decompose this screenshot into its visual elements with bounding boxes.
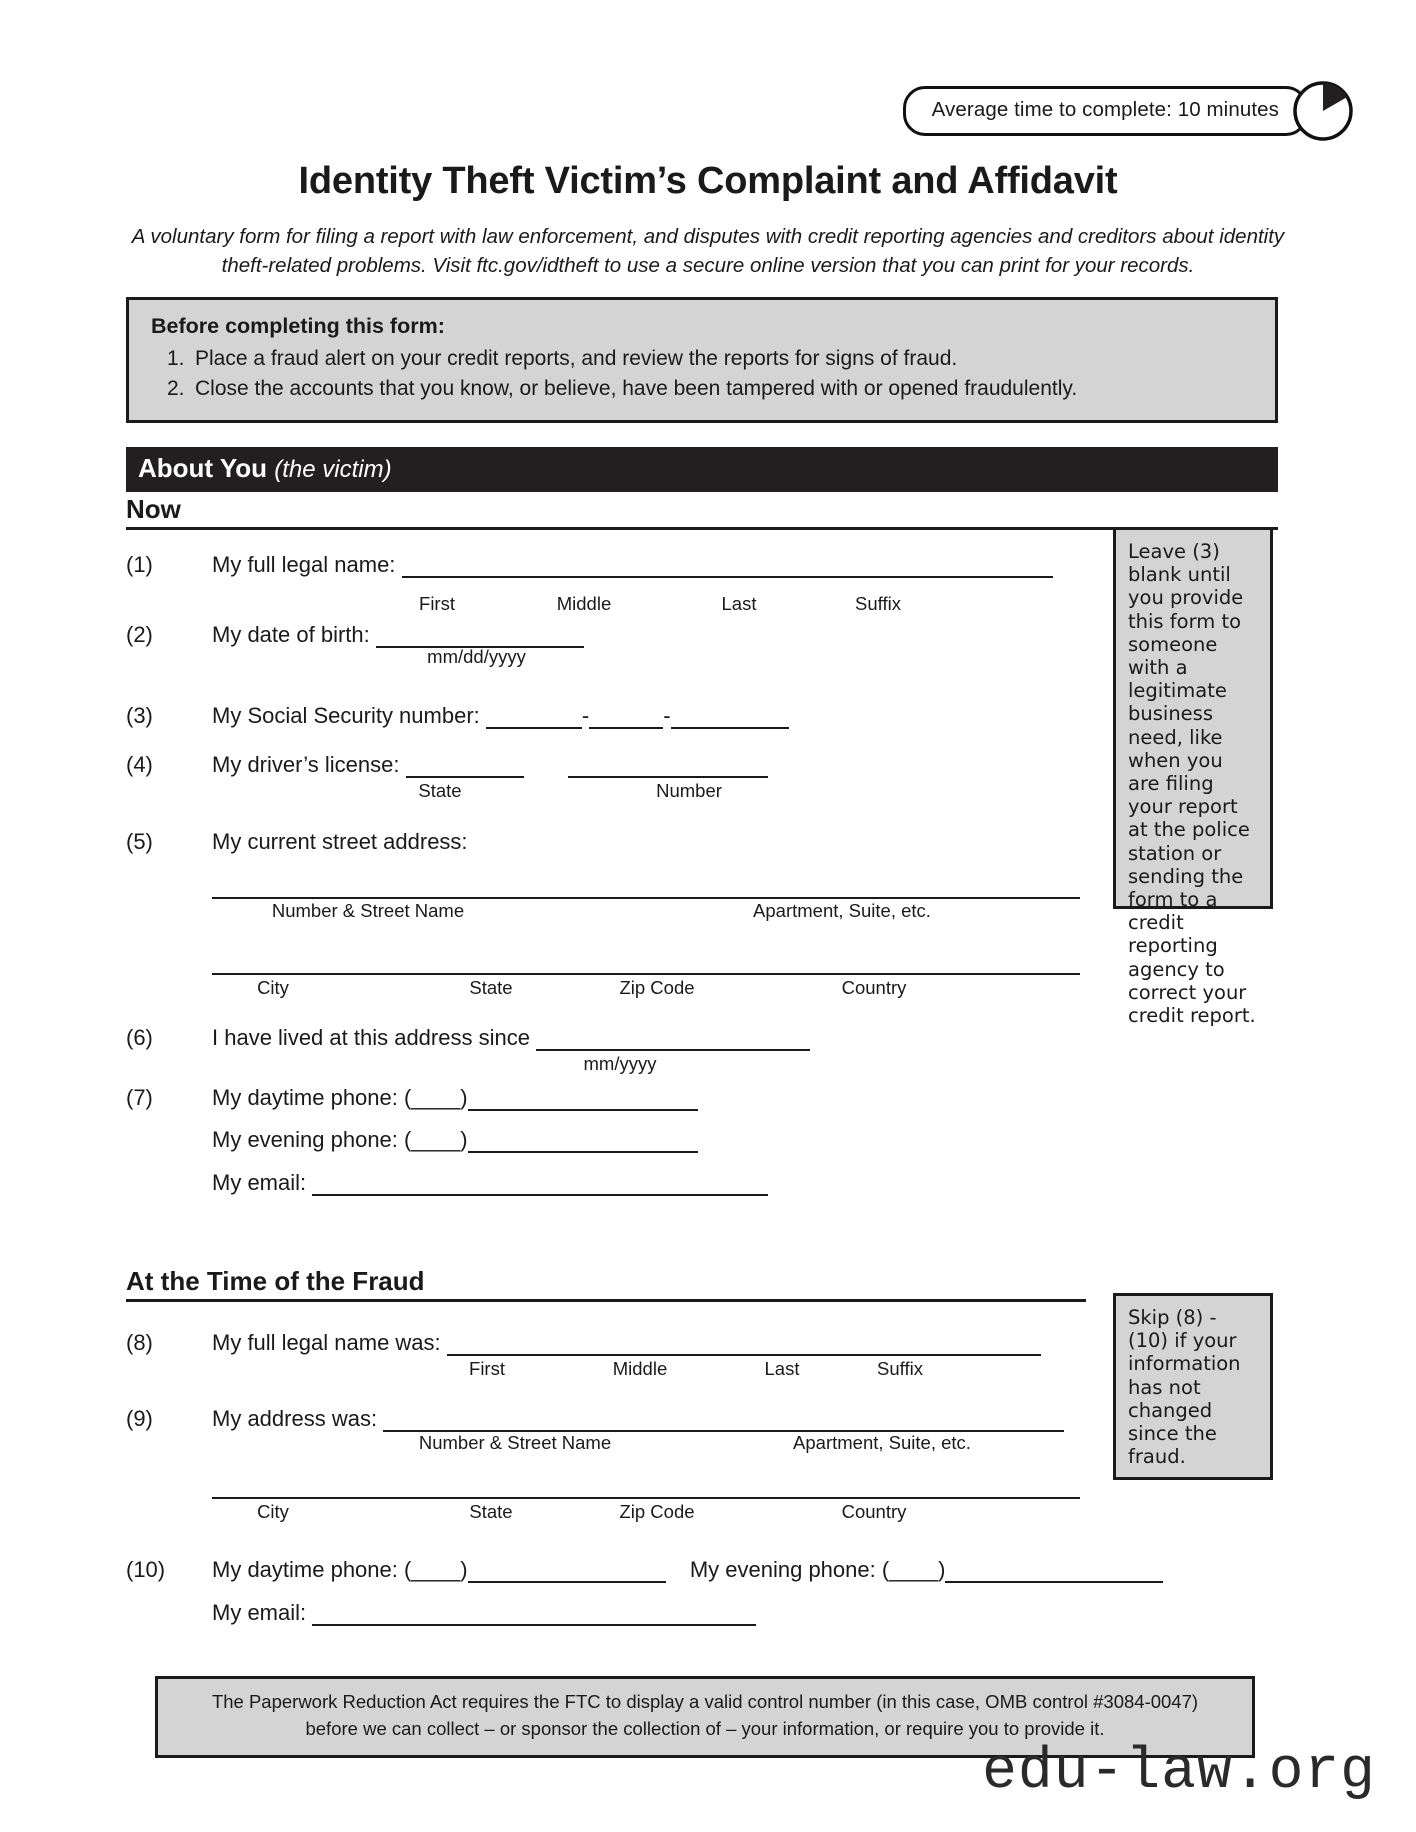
field-number-4: (4) — [126, 752, 153, 777]
before-box-title: Before completing this form: — [151, 314, 445, 338]
field-input-former-daytime-phone[interactable] — [468, 1560, 666, 1583]
section-header-title: About You — [138, 453, 268, 483]
caption-mm-dd-yyyy: mm/dd/yyyy — [427, 646, 526, 667]
field-number-2: (2) — [126, 622, 153, 647]
caption-country: Country — [841, 1501, 907, 1522]
field-label-9: My address was: — [212, 1406, 378, 1431]
caption-state: State — [469, 1501, 513, 1522]
field-input-full-legal-name[interactable] — [402, 555, 1053, 578]
field-row-7-email — [212, 1170, 768, 1196]
caption-country: Country — [841, 977, 907, 998]
caption-license-state: State — [418, 780, 462, 801]
ssn-separator-1: - — [581, 703, 590, 728]
ssn-separator-2: - — [663, 703, 671, 728]
field-input-daytime-phone[interactable] — [468, 1088, 698, 1111]
list-item-text: Close the accounts that you know, or believe, have been tampered with or opened fraudulently. — [195, 376, 1078, 400]
field-number-6: (6) — [126, 1025, 153, 1050]
subsection-heading-now: Now — [126, 494, 1278, 530]
field-row-10-email — [212, 1600, 756, 1626]
field-label-2: My date of birth: — [212, 622, 370, 647]
caption-middle: Middle — [612, 1358, 668, 1379]
caption-last: Last — [721, 593, 757, 614]
field-number-3: (3) — [126, 703, 153, 728]
note-leave-blank: Leave (3) blank until you provide this form to someone with a legitimate business need, like when you are filing your report at the police station or sending the form to a credit reporting agency to correct your credit report. — [1113, 527, 1273, 909]
field-row-5 — [126, 829, 468, 855]
page-subtitle: A voluntary form for filing a report with law enforcement, and disputes with credit reporting agencies and creditors about identity theft-related problems. Visit ftc.gov/idtheft to use a secure online version that you can print for your records. — [131, 225, 1285, 278]
caption-number-street-name: Number & Street Name — [271, 900, 465, 921]
page-title: Identity Theft Victim’s Complaint and Affidavit — [298, 160, 1118, 202]
field-number-1: (1) — [126, 552, 153, 577]
before-completing-box — [126, 297, 1278, 423]
field-row-8 — [126, 1330, 1041, 1356]
field-row-7-daytime — [126, 1085, 698, 1111]
field-row-7-evening — [212, 1127, 698, 1153]
field-row-9 — [126, 1406, 1064, 1432]
field-number-10: (10) — [126, 1557, 166, 1582]
field-input-ssn-part2[interactable] — [589, 706, 663, 729]
field-input-email[interactable] — [312, 1173, 768, 1196]
section-header-about-you — [126, 447, 1278, 492]
list-item-number: 1. — [167, 347, 185, 370]
caption-state: State — [469, 977, 513, 998]
field-input-ssn-part1[interactable] — [486, 706, 582, 729]
field-label-5: My current street address: — [212, 829, 468, 854]
field-row-10 — [126, 1557, 1163, 1583]
field-label-3: My Social Security number: — [212, 703, 480, 728]
field-input-evening-phone[interactable] — [468, 1130, 698, 1153]
field-label-8: My full legal name was: — [212, 1330, 441, 1355]
field-input-license-number[interactable] — [568, 755, 768, 778]
field-input-ssn-part3[interactable] — [671, 706, 789, 729]
field-row-2 — [126, 622, 584, 648]
field-input-lived-since[interactable] — [536, 1028, 810, 1051]
field-label-daytime-phone: My daytime phone: (____) — [212, 1085, 468, 1110]
field-label-evening-phone: My evening phone: (____) — [212, 1127, 468, 1152]
caption-suffix: Suffix — [855, 593, 901, 614]
caption-middle: Middle — [556, 593, 612, 614]
field-label-former-evening-phone: My evening phone: (____) — [689, 1557, 946, 1582]
field-input-former-address-line2[interactable] — [212, 1497, 1080, 1499]
field-row-6 — [126, 1025, 810, 1051]
field-label-former-daytime-phone: My daytime phone: (____) — [212, 1557, 468, 1582]
list-item-number: 2. — [167, 376, 185, 400]
field-input-license-state[interactable] — [406, 755, 524, 778]
field-input-current-street-line1[interactable] — [212, 897, 1080, 899]
footer-line-2: before we can collect – or sponsor the collection of – your information, or require you to provide it. — [305, 1717, 1105, 1739]
list-item — [151, 374, 1253, 404]
field-input-date-of-birth[interactable] — [376, 625, 584, 648]
average-time-badge: Average time to complete: 10 minutes — [903, 86, 1308, 136]
list-item-text: Place a fraud alert on your credit reports, and review the reports for signs of fraud. — [195, 347, 958, 370]
caption-mm-yyyy: mm/yyyy — [583, 1053, 657, 1074]
watermark: edu-law.org — [982, 1740, 1376, 1805]
caption-zip-code: Zip Code — [619, 977, 695, 998]
field-label-email: My email: — [212, 1170, 307, 1195]
field-input-former-legal-name[interactable] — [447, 1333, 1041, 1356]
field-row-3 — [126, 703, 789, 729]
field-label-1: My full legal name: — [212, 552, 396, 577]
before-box-list — [151, 344, 1253, 404]
field-row-4 — [126, 752, 768, 778]
caption-last: Last — [764, 1358, 800, 1379]
subsection-heading-fraud: At the Time of the Fraud — [126, 1266, 1086, 1302]
field-label-4: My driver’s license: — [212, 752, 400, 777]
list-item — [151, 344, 1253, 374]
caption-city: City — [257, 1501, 289, 1522]
field-input-former-address-line1[interactable] — [383, 1409, 1064, 1432]
caption-zip-code: Zip Code — [619, 1501, 695, 1522]
caption-suffix: Suffix — [877, 1358, 923, 1379]
field-row-1 — [126, 552, 1053, 578]
note-skip-fields: Skip (8) - (10) if your information has not changed since the fraud. — [1113, 1293, 1273, 1480]
pie-clock-icon — [1292, 80, 1354, 142]
field-number-5: (5) — [126, 829, 153, 854]
footer-line-1: The Paperwork Reduction Act requires the FTC to display a valid control number (in this case, OMB control #3084-0047) — [211, 1691, 1199, 1712]
caption-city: City — [257, 977, 289, 998]
field-input-former-evening-phone[interactable] — [945, 1560, 1163, 1583]
caption-license-number: Number — [656, 780, 722, 801]
caption-apartment-suite: Apartment, Suite, etc. — [793, 1432, 971, 1453]
field-number-7: (7) — [126, 1085, 153, 1110]
field-input-current-street-line2[interactable] — [212, 973, 1080, 975]
average-time-badge-group — [903, 86, 1308, 136]
field-number-9: (9) — [126, 1406, 153, 1431]
caption-apartment-suite: Apartment, Suite, etc. — [753, 900, 931, 921]
section-header-subtitle: (the victim) — [274, 456, 392, 483]
caption-first: First — [469, 1358, 505, 1379]
field-number-8: (8) — [126, 1330, 153, 1355]
caption-first: First — [419, 593, 455, 614]
field-label-former-email: My email: — [212, 1600, 307, 1625]
field-label-6: I have lived at this address since — [212, 1025, 530, 1050]
caption-number-street-name: Number & Street Name — [418, 1432, 612, 1453]
field-input-former-email[interactable] — [312, 1603, 756, 1626]
